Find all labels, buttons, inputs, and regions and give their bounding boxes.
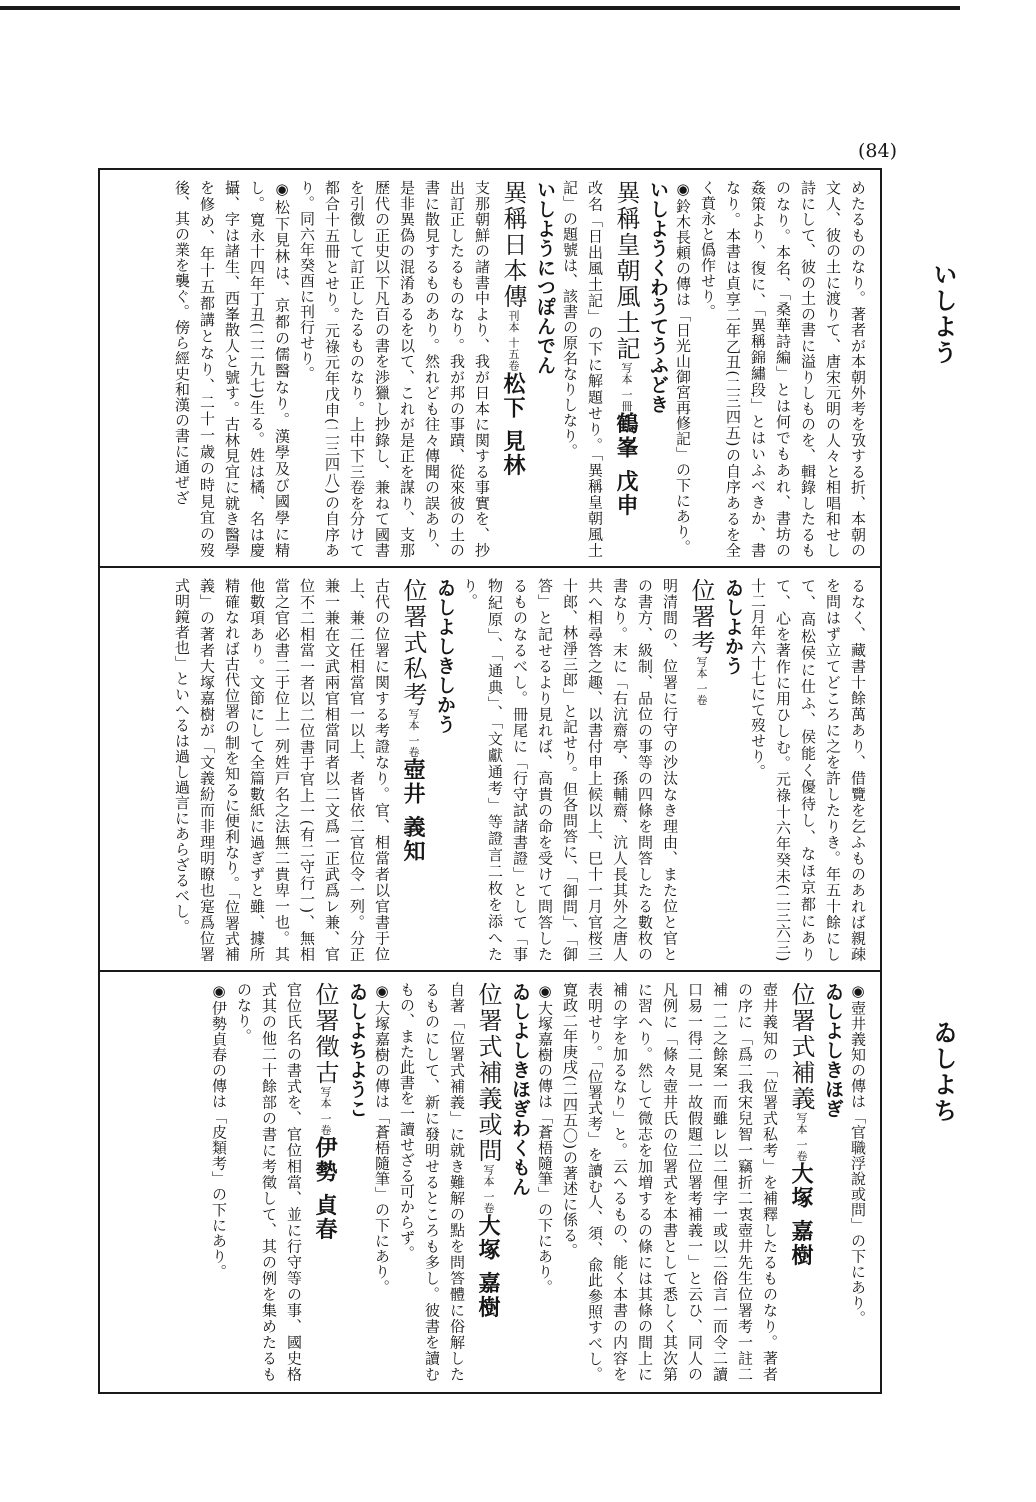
paragraph: ◉大塚嘉樹の傳は「蒼梧隨筆」の下にあり。 (373, 982, 391, 1295)
entry-kana-heading: ゐしよしきしかう (434, 578, 456, 734)
entry-title: 位署考 (687, 578, 715, 656)
entry-title-line (475, 982, 501, 1382)
entry-title-line (312, 982, 338, 1382)
paragraph: ◉大塚嘉樹の傳は「蒼梧隨筆」の下にあり。 (536, 982, 554, 1295)
paragraph: 壺井義知の「位署式私考」を補釋したるものなり。著者の序に「爲二我宋兒智一竊折二衷壺井先生位署考一註二補一二之餘案一而雖レ以二俚字一或以二俗言一而令二讀口易一得二見一故假題二位署考補義一」と云ひ、同人の凡例に「條々壺井氏の位署式を本書として悉しく其次第に習へり。然して微志を加増するの條には其條の間上に補の字を加るなり」と。云へるもの、能く本書の内容を表明せり。「位署式考」を讀む人、須、兪此參照すべし。寛政二年庚戌(二四五〇)の著述に係る。 (561, 982, 779, 1382)
entry-title-line (400, 578, 426, 962)
paragraph: 明清間の、位署に行守の沙汰なき理由、また位と官との書方、級制、品位の事等の四條を問答したる數枚の書なり。末に「右沆齋亭、孫輔齋、沆人長其外之唐人共へ相尋答之趣、以書付申上候以上、巳十一月官桜三十郎、林淨三郎」と記せり。但各問答に、「御問」、「御答」と記せるより見れば、高貴の命を受けて問答したるものなるべし。冊尾に「行守試諸書證」として「事物紀原」、「通典」、「文獻通考」等證言二枚を添へたり。 (461, 578, 679, 962)
section-top (112, 180, 870, 558)
entry-author: 伊勢 貞春 (312, 1136, 338, 1242)
entry-title-line (788, 982, 814, 1382)
entry-volume: 写本 一卷 (407, 708, 420, 758)
entry-kana-heading: ゐしよしきほぎ (822, 982, 844, 1119)
entry-kana-heading: ゐしよしきほぎわくもん (509, 982, 531, 1197)
entry-kana-heading: ゐしよちようこ (346, 982, 368, 1119)
entry-author: 大塚 嘉樹 (788, 1162, 814, 1268)
entry-volume: 写本 一卷 (482, 1164, 495, 1214)
section-bottom (112, 982, 870, 1382)
paragraph: ◉壺井義知の傳は「官職浮說或問」の下にあり。 (849, 982, 867, 1326)
paragraph: るなく、藏書十餘萬あり、借覽を乞ふものあれば親疎を問はず立てどころに之を許したりき。年五十餘にして、高松侯に仕ふ、侯能く優待し、なほ京都にありて、心を著作に用ひしむ。元祿十六年癸未(二三六三)十二月年六十七にて歿せり。 (749, 578, 867, 962)
entry-author: 鶴峯 戊申 (613, 412, 639, 518)
entry-title: 位署式補義 (787, 982, 815, 1112)
tier-rule-1 (98, 566, 882, 568)
paragraph: 自著「位署式補義」に就き難解の點を問答體に俗解したるものにして、新に發明せるところも多し。彼書を讀むもの、また此書を一讀せざる可からず。 (398, 982, 466, 1382)
entry-title: 位署式私考 (399, 578, 427, 708)
running-head-right: いしよう (929, 262, 958, 366)
paragraph: 古代の位署に関する考證なり。官、相當者以官書于位上、兼二任相當官一以上、者皆依二官位令一列。分正兼一兼在文武兩官相當同者以二文爲一正武爲レ兼、官位不二相當一者以二位書于官上一(有二守行一)、無相當之官必書二于位上一列姓戸名之法無二貴卑一也。其他數項あり。文節にして全篇數紙に過ぎずと雖、據所精確なれば古代位署の制を知るに便利なり。「位署式補義」の著者大塚嘉樹が「文義紛而非理明瞭也寔爲位署式明鏡者也」といへるは過し過言にあらざるべし。 (173, 578, 391, 962)
top-rule (0, 6, 960, 10)
entry-kana-heading: いしようにつぽんでん (534, 180, 556, 375)
paragraph: ◉松下見林は、京都の儒醫なり。漢學及び國學に精し。寛永十四年丁丑(二二九七)生る。姓は橘、名は慶攝、字は諸生、西峯散人と號す。古林見宜に就き醫學を修め、年十五都講となり、二十一歳の時見宜の歿後、其の業を襲ぐ。傍ら經史和漢の書に通ぜざ (173, 180, 291, 558)
running-head-left: ゐしよち (929, 1020, 958, 1124)
section-middle (112, 578, 870, 962)
entry-author: 大塚 嘉樹 (475, 1214, 501, 1320)
paragraph: 改名「日出風土記」の下に解題せり。「異稱皇朝風土記」の題號は、該書の原名なりしなり。 (561, 180, 604, 558)
entry-title: 異稱日本傳 (499, 180, 527, 310)
paragraph: ◉伊勢貞春の傳は「皮類考」の下にあり。 (210, 982, 228, 1280)
entry-title: 位署式補義或問 (474, 982, 502, 1164)
entry-volume: 写本 一卷 (319, 1086, 332, 1136)
entry-title-line (613, 180, 639, 558)
entry-volume: 刊本 十五卷 (507, 310, 520, 372)
entry-volume: 写本 一卷 (695, 656, 708, 706)
paragraph: ◉鈴木長頼の傳は「日光山御宮再修記」の下にあり。 (674, 180, 692, 555)
entry-kana-heading: いしようくわうてうふどき (647, 180, 669, 414)
paragraph: 官位氏名の書式を、官位相當、並に行守等の事、國史格式其の他二十餘部の書に考徵して、其の例を集めたるものなり。 (235, 982, 303, 1382)
entry-title-line (688, 578, 714, 962)
entry-volume: 写本 一冊 (620, 362, 633, 412)
entry-author: 壺井 義知 (400, 758, 426, 864)
paragraph: 支那朝鮮の諸書中より、我が日本に関する事實を、抄出訂正したるものなり。我が邦の事蹟、從來彼の土の書に散見するものあり。然れども往々傳聞の誤あり、是非異偽の混淆あるを以て、これが是正を謀り、支那歴代の正史以下凡百の書を渉獵し抄錄し、兼ねて國書を引徴して訂正したるものなり。上中下三卷を分けて都合十五冊とせり。元祿元年戊申(二三四八)の自序あり。同六年癸酉に刊行せり。 (298, 180, 491, 558)
entry-author: 松下 見林 (500, 371, 526, 478)
entry-title: 異稱皇朝風土記 (612, 180, 640, 362)
entry-title-line (500, 180, 526, 558)
paragraph: めたるものなり。著者が本朝外考を攷する折、本朝の文人、彼の土に渡りて、唐宋元明の人々と相唱和せし詩にして、彼の土の書に溢りしものを、輯錄したるものなり。本名、「桑華詩編」とは何でもあれ、書坊の姦策より、復に、「異稱錦繡段」とはいふべきか、書なり。本書は貞享二年乙丑(二三四五)の自序あるを全く賁永と僞作せり。 (699, 180, 867, 558)
entry-volume: 写本 一卷 (795, 1112, 808, 1162)
entry-kana-heading: ゐしよかう (722, 578, 744, 676)
tier-rule-2 (98, 970, 882, 972)
page-number: (84) (858, 140, 898, 162)
entry-title: 位署徵古 (311, 982, 339, 1086)
